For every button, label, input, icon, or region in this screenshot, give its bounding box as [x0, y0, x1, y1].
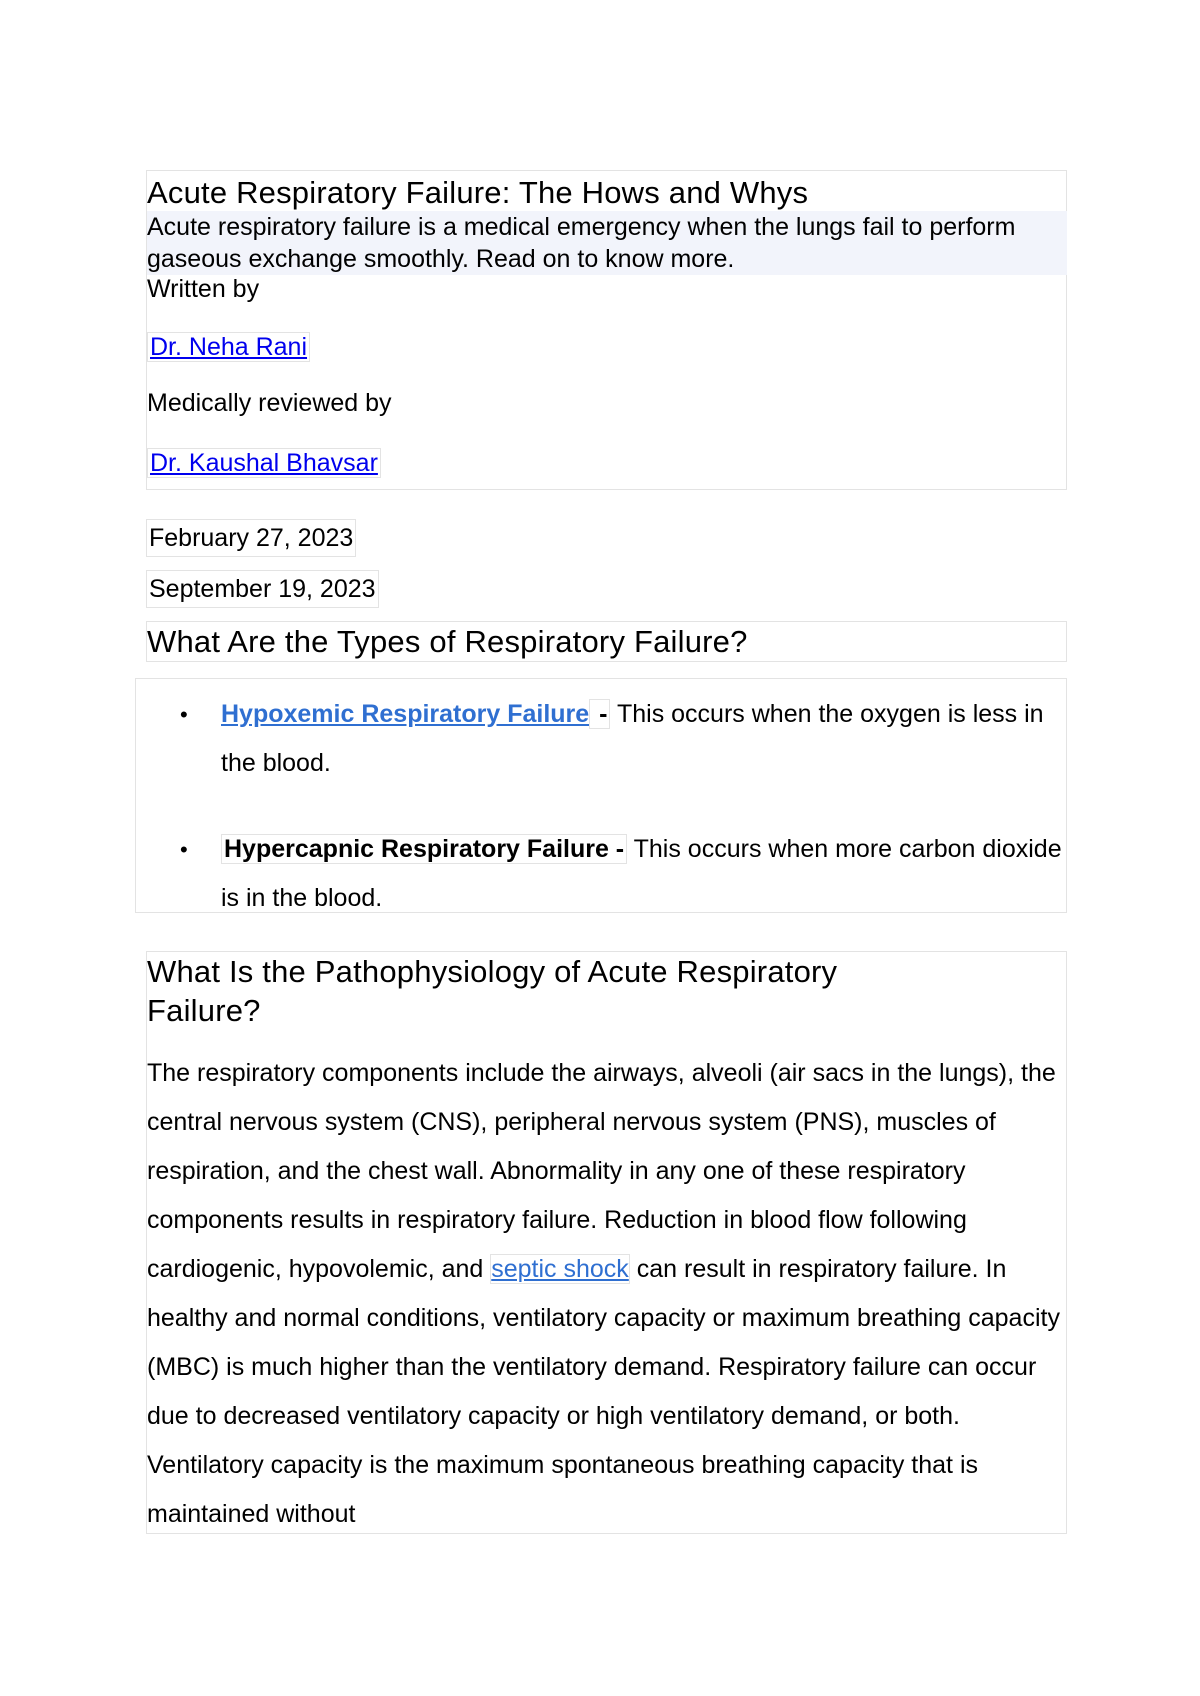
patho-paragraph [147, 1049, 1066, 1539]
septic-shock-link[interactable]: septic shock [491, 1255, 629, 1283]
bullet-icon: • [180, 702, 188, 727]
types-heading: What Are the Types of Respiratory Failure? [147, 624, 748, 659]
article-summary: Acute respiratory failure is a medical emergency when the lungs fail to perform gaseous exchange smoothly. Read on to know more. [147, 211, 1067, 275]
patho-text-2: can result in respiratory failure. In healthy and normal conditions, ventilatory capacity or maximum breathing capacity (MBC) is much higher than the ventilatory demand. Respiratory failure can occur due to decreased ventilatory capacity or high ventilatory demand, or both. Ventilatory capacity is the maximum spontaneous breathing capacity that is maintained without [147, 1255, 1060, 1528]
bullet-icon: • [180, 837, 188, 862]
list-item [136, 825, 1066, 923]
patho-text-1: The respiratory components include the airways, alveoli (air sacs in the lungs), the central nervous system (CNS), peripheral nervous system (PNS), muscles of respiration, and the chest wall. Abnormality in any one of these respiratory components results in respiratory failure. Reduction in blood flow following cardiogenic, hypovolemic, and [147, 1059, 1056, 1283]
item-description: This occurs when more carbon dioxide is in the blood. [221, 835, 1062, 912]
article-header [146, 170, 1067, 490]
hypoxemic-link[interactable]: Hypoxemic Respiratory Failure [221, 700, 590, 728]
list-item [136, 690, 1066, 788]
author-link[interactable]: Dr. Neha Rani [147, 332, 310, 362]
types-list-box [135, 678, 1067, 913]
patho-section [146, 951, 1067, 1534]
published-date: February 27, 2023 [146, 519, 356, 557]
reviewer-row [147, 447, 1066, 479]
reviewer-link[interactable]: Dr. Kaushal Bhavsar [147, 448, 381, 478]
item-description: This occurs when the oxygen is less in the blood. [221, 700, 1044, 777]
written-by-label: Written by [147, 275, 260, 303]
author-row [147, 331, 1066, 363]
separator: - [589, 699, 610, 729]
patho-heading: What Is the Pathophysiology of Acute Respiratory Failure? [147, 954, 838, 1028]
article-title: Acute Respiratory Failure: The Hows and Whys [147, 175, 809, 210]
reviewed-by-label: Medically reviewed by [147, 389, 392, 417]
item-term: Hypercapnic Respiratory Failure - [221, 834, 627, 864]
types-list [136, 690, 1066, 923]
updated-date: September 19, 2023 [146, 570, 379, 608]
types-heading-box [146, 621, 1067, 662]
